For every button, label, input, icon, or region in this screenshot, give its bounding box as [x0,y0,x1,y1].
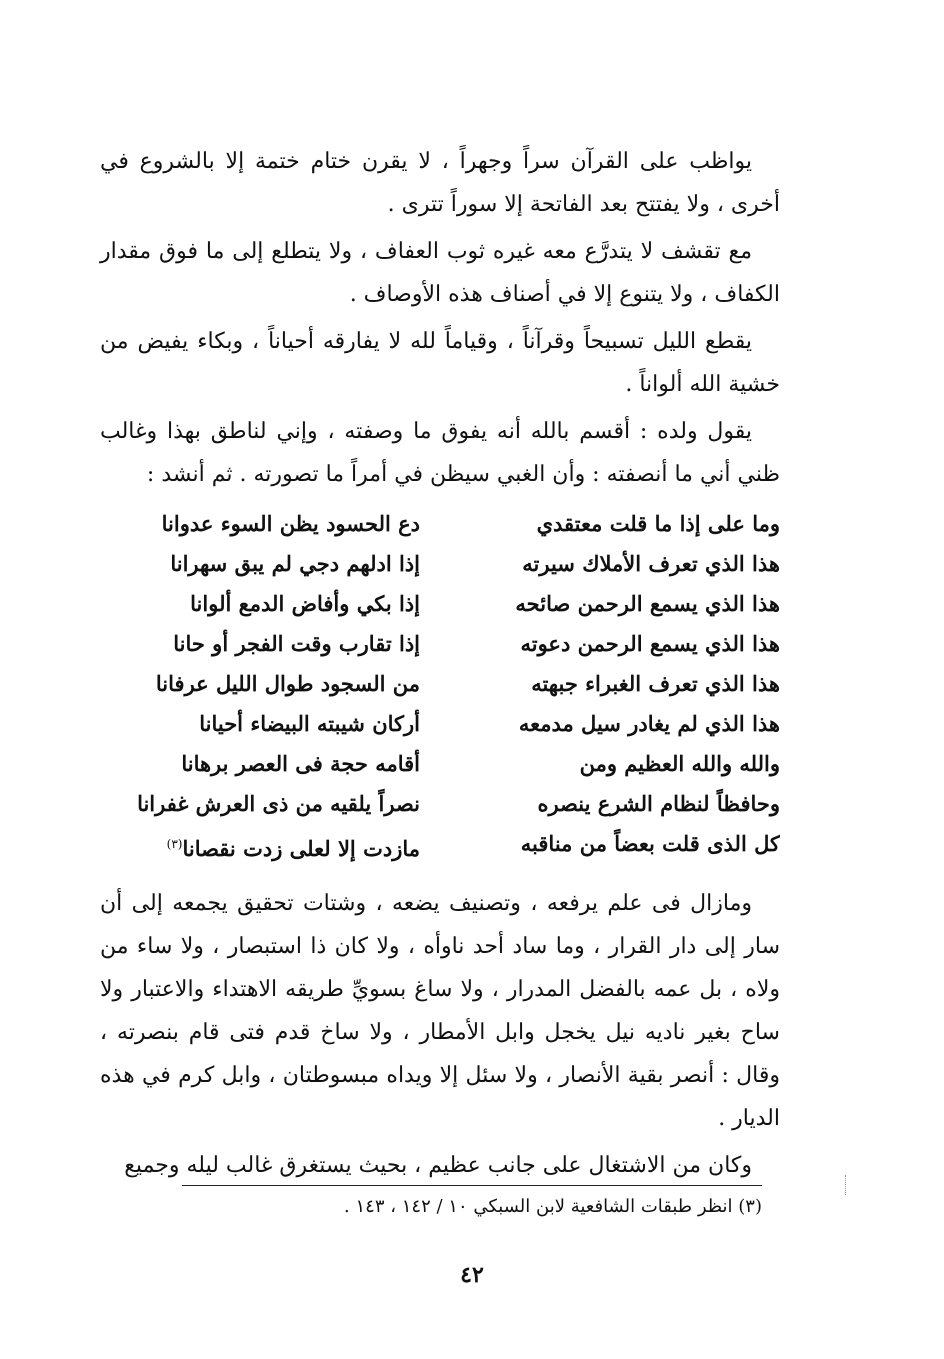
scan-edge-mark [845,1175,848,1195]
poem-hemistich-text: مازدت إلا لعلى زدت نقصانا [182,836,420,861]
paragraph: وكان من الاشتغال على جانب عظيم ، بحيث يستغرق غالب ليله وجميع [124,1153,752,1178]
paragraph: مع تقشف لا يتدرَّع معه غيره ثوب العفاف ، ولا يتطلع إلى ما فوق مقدار الكفاف ، ولا يتنوع إلا في أصناف هذه الأوصاف . [100,239,780,307]
page-number: ٤٢ [460,1262,484,1288]
page-body [100,140,780,1191]
poem-first-hemistich: وما على إذا ما قلت معتقدي [536,511,780,536]
poem-first-hemistich: والله والله العظيم ومن [579,751,780,776]
poem-second-hemistich [100,824,420,864]
poem-second-hemistich: أركان شيبته البيضاء أحيانا [199,711,420,736]
poem-first-hemistich: هذا الذي لم يغادر سيل مدمعه [518,711,780,736]
poem-first-hemistich: كل الذى قلت بعضاً من مناقبه [520,831,780,856]
poem-second-hemistich: إذا بكي وأفاض الدمع ألوانا [190,591,420,616]
paragraph: يقطع الليل تسبيحاً وقرآناً ، وقياماً لله لا يفارقه أحياناً ، وبكاء يفيض من خشية الله ألواناً . [100,329,780,397]
poem [100,504,780,864]
poem-first-hemistich: هذا الذي يسمع الرحمن دعوته [520,631,780,656]
paragraph: ومازال فى علم يرفعه ، وتصنيف يضعه ، وشتات تحقيق يجمعه إلى أن سار إلى دار القرار ، وما ساد أحد ناوأه ، ولا كان ذا استبصار ، ولا ساء من ولاه ، بل عمه بالفضل المدرار ، ولا ساغ بسويِّ طريقه الاهتداء والاعتبار ولا ساح بغير ناديه نيل يخجل وابل الأمطار ، ولا ساخ قدم فتى قام بنصرته ، وقال : أنصر بقية الأنصار ، ولا سئل إلا ويداه مبسوطتان ، وابل كرم في هذه الديار . [100,891,780,1131]
poem-second-hemistich: أقامه حجة فى العصر برهانا [181,751,420,776]
footnote-divider [182,1185,762,1186]
poem-verse [100,504,780,544]
poem-first-hemistich: هذا الذي تعرف الأملاك سيرته [522,551,780,576]
poem-verse [100,824,780,864]
poem-first-hemistich: هذا الذي يسمع الرحمن صائحه [515,591,780,616]
poem-second-hemistich: إذا ادلهم دجي لم يبق سهرانا [170,551,420,576]
poem-verse [100,544,780,584]
poem-verse [100,624,780,664]
poem-second-hemistich: من السجود طوال الليل عرفانا [155,671,420,696]
poem-verse [100,584,780,624]
paragraph: يقول ولده : أقسم بالله أنه يفوق ما وصفته ، وإني لناطق بهذا وغالب ظني أني ما أنصفته : وأن الغبي سيظن في أمراً ما تصورته . ثم أنشد : [100,419,780,487]
poem-verse [100,744,780,784]
paragraph: يواظب على القرآن سراً وجهراً ، لا يقرن ختام ختمة إلا بالشروع في أخرى ، ولا يفتتح بعد الفاتحة إلا سوراً تترى . [100,149,780,217]
poem-first-hemistich: هذا الذي تعرف الغبراء جبهته [531,671,780,696]
poem-verse [100,784,780,824]
poem-first-hemistich: وحافظاً لنظام الشرع ينصره [537,791,780,816]
body-continuation [100,882,780,1187]
poem-verse [100,664,780,704]
poem-second-hemistich: نصراً يلقيه من ذى العرش غفرانا [137,791,420,816]
footnote-reference: (٣) [166,837,183,851]
poem-second-hemistich: دع الحسود يظن السوء عدوانا [161,511,420,536]
poem-second-hemistich: إذا تقارب وقت الفجر أو حانا [173,631,420,656]
poem-verse [100,704,780,744]
footnote: (٣) انظر طبقات الشافعية لابن السبكي ١٠ / ١٤٢ ، ١٤٣ . [344,1196,762,1217]
